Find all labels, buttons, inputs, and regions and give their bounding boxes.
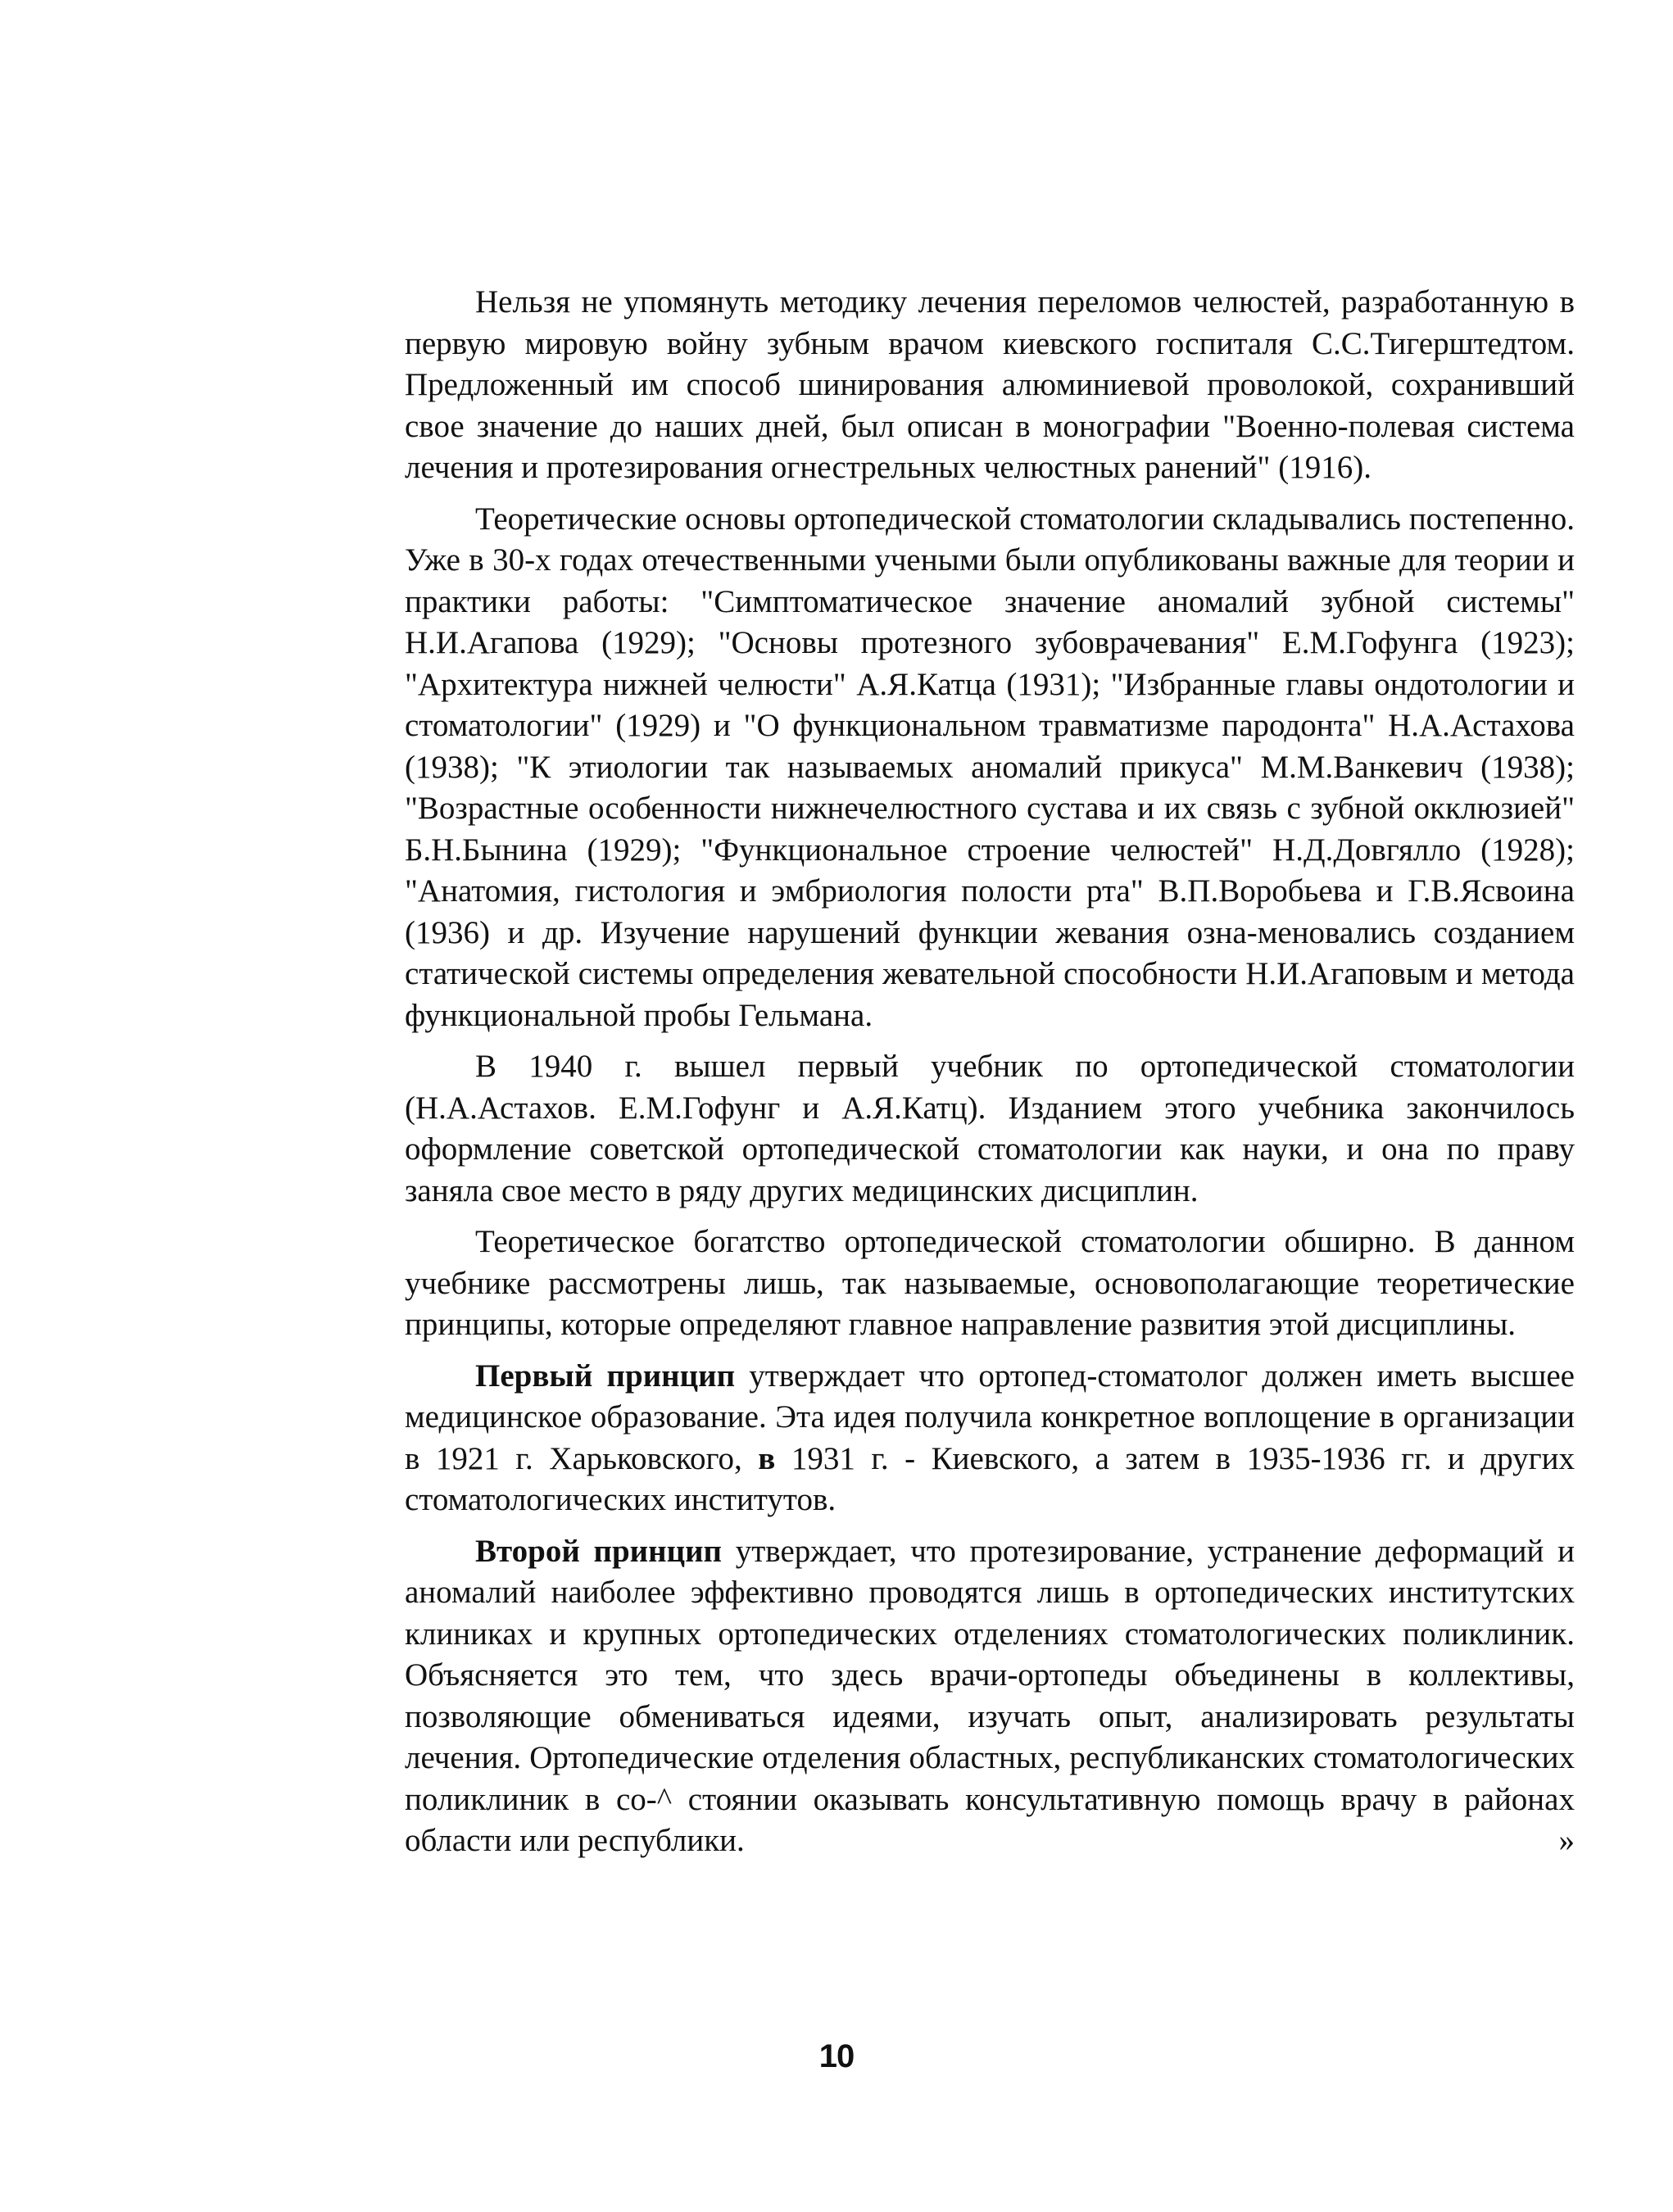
second-principle-lead: Второй принцип [475,1533,723,1569]
paragraph-1-text: Нельзя не упомянуть методику лечения переломов челюстей, разработанную в первую мировую войну зубным врачом киевского госпиталя С.С.Тигерштедтом. Предложенный им способ шинирования алюминиевой проволокой, сохранивший свое значение до наших дней, был описан в монографии "Военно-полевая система лечения и протезирования огнестрельных челюстных ранений" (1916). [405,284,1575,485]
first-principle-text-after: 1931 г. - Киевского, а затем в 1935-1936 гг. и других стоматологических институтов. [405,1440,1575,1517]
first-principle-text-before: утверждает что ортопед-стоматолог должен иметь высшее медицинское образование. Эта идея получила конкретное воплощение в организации в 1921 г. Харьковского, [405,1358,1575,1476]
paragraph-1 [405,282,1575,489]
paragraph-3 [405,1046,1575,1212]
first-principle-bold-letter: в [758,1440,776,1476]
body-text [405,282,1575,1872]
paragraph-2-text: Теоретические основы ортопедической стоматологии складывались постепенно. Уже в 30-х годах отечественными учеными были опубликованы важные для теории и практики работы: "Симптоматическое значение аномалий зубной системы" Н.И.Агапова (1929); "Основы протезного зубоврачевания" Е.М.Гофунга (1923); "Архитектура нижней челюсти" А.Я.Катца (1931); "Избранные главы ондотологии и стоматологии" (1929) и "О функциональном травматизме пародонта" Н.А.Астахова (1938); "К этиологии так называемых аномалий прикуса" М.М.Ванкевич (1938); "Возрастные особенности нижнечелюстного сустава и их связь с зубной окклюзией" Б.Н.Бынина (1929); "Функциональное строение челюстей" Н.Д.Довгялло (1928); "Анатомия, гистология и эмбриология полости рта" В.П.Воробьева и Г.В.Ясвоина (1936) и др. Изучение нарушений функции жевания озна-меновались созданием статической системы определения жевательной способности Н.И.Агаповым и метода функциональной пробы Гельмана. [405,501,1575,1033]
paragraph-first-principle [405,1356,1575,1521]
first-principle-lead: Первый принцип [475,1358,736,1394]
page-number: 10 [818,2038,855,2074]
second-principle-text: утверждает, что протезирование, устранение деформаций и аномалий наиболее эффективно проводятся лишь в ортопедических институтских клиниках и крупных ортопедических отделениях стоматологических поликлиник. Объясняется это тем, что здесь врачи-ортопеды объединены в коллективы, позволяющие обмениваться идеями, изучать опыт, анализировать результаты лечения. Ортопедические отделения областных, республиканских стоматологических поликлиник в со-^ стоянии оказывать консультативную помощь врачу в районах области или республики. [405,1533,1575,1858]
paragraph-4 [405,1222,1575,1346]
paragraph-3-text: В 1940 г. вышел первый учебник по ортопедической стоматологии (Н.А.Астахов. Е.М.Гофунг и А.Я.Катц). Изданием этого учебника закончилось оформление советской ортопедической стоматологии как науки, и она по праву заняла свое место в ряду других медицинских дисциплин. [405,1049,1575,1208]
paragraph-4-text: Теоретическое богатство ортопедической стоматологии обширно. В данном учебнике рассмотрены лишь, так называемые, основополагающие теоретические принципы, которые определяют главное направление развития этой дисциплины. [405,1224,1575,1342]
paragraph-2 [405,499,1575,1037]
paragraph-second-principle [405,1531,1575,1862]
end-mark: » [1558,1823,1575,1858]
